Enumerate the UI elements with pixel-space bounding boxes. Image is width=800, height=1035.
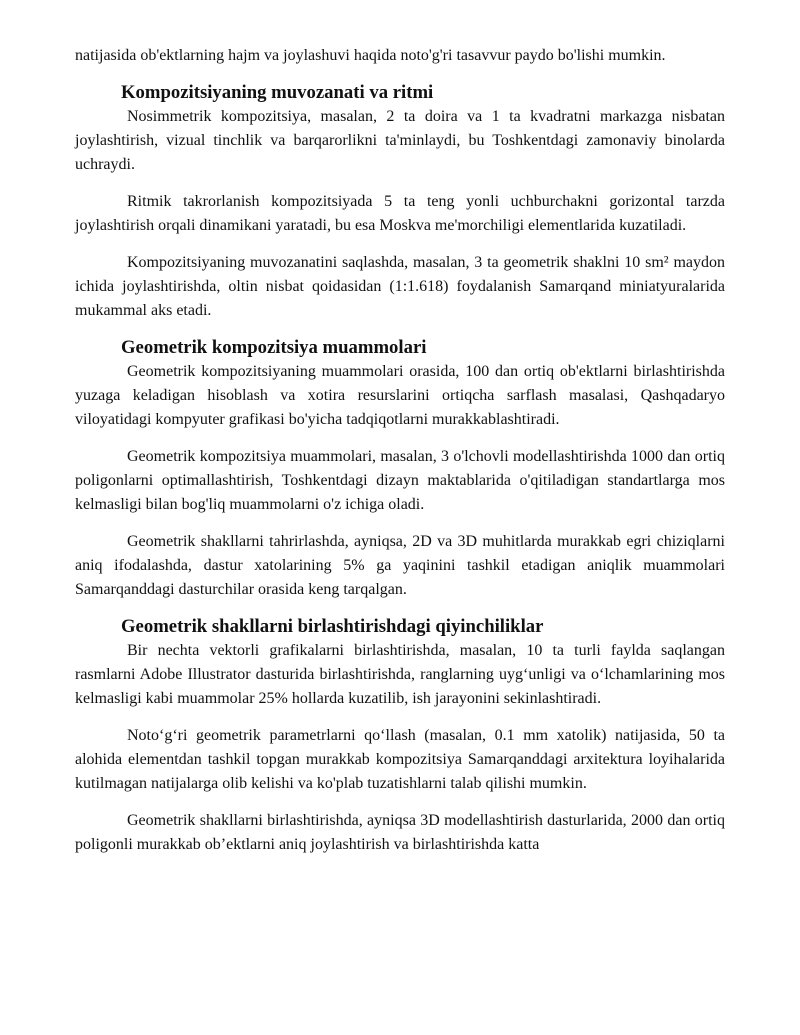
paragraph: Geometrik kompozitsiyaning muammolari orasida, 100 dan ortiq ob'ektlarni birlashtirishda yuzaga keladigan hisoblash va xotira resurslarini ortiqcha sarflash masalasi, Qashqadaryo viloyatidagi kompyuter grafikasi bo'yicha tadqiqotlarni murakkablashtiradi.: [75, 363, 725, 428]
paragraph: Nosimmetrik kompozitsiya, masalan, 2 ta doira va 1 ta kvadratni markazga nisbatan joylashtirish, vizual tinchlik va barqarorlikni ta'minlaydi, bu Toshkentdagi zamonaviy binolarda uchraydi.: [75, 108, 725, 173]
section-heading-merging-difficulties: Geometrik shakllarni birlashtirishdagi qiyinchiliklar: [121, 616, 544, 637]
spacer: [75, 323, 725, 336]
spacer: [75, 238, 725, 251]
spacer: [75, 432, 725, 445]
section-heading-composition-problems: Geometrik kompozitsiya muammolari: [121, 337, 427, 358]
paragraph-truncated: Geometrik shakllarni birlashtirishda, ayniqsa 3D modellashtirish dasturlarida, 2000 dan ortiq poligonli murakkab ob’ektlarni aniq joylashtirish va birlashtirishda katta: [75, 812, 725, 853]
spacer: [75, 517, 725, 530]
paragraph: Bir nechta vektorli grafikalarni birlashtirishda, masalan, 10 ta turli faylda saqlangan rasmlarni Adobe Illustrator dasturida birlashtirishda, ranglarning uyg‘unligi va o‘lchamlarining mos kelmasligi kabi muammolar 25% hollarda kuzatilib, ish jarayonini sekinlashtiradi.: [75, 642, 725, 707]
paragraph: Noto‘g‘ri geometrik parametrlarni qo‘llash (masalan, 0.1 mm xatolik) natijasida, 50 ta alohida elementdan tashkil topgan murakkab kompozitsiya Samarqanddagi arxitektura loyihalarida kutilmagan natijalarga olib kelishi va ko'plab tuzatishlarni talab qilishi mumkin.: [75, 727, 725, 792]
paragraph: Geometrik shakllarni tahrirlashda, ayniqsa, 2D va 3D muhitlarda murakkab egri chiziqlarni aniq ifodalashda, dastur xatolarining 5% ga yaqinini tashkil etadigan aniqlik muammolari Samarqanddagi dasturchilar orasida keng tarqalgan.: [75, 533, 725, 598]
paragraph: Geometrik kompozitsiya muammolari, masalan, 3 o'lchovli modellashtirishda 1000 dan ortiq poligonlarni optimallashtirish, Toshkentdagi dizayn maktablarida o'qitiladigan standartlarga mos kelmasligi bilan bog'liq muammolarni o'z ichiga oladi.: [75, 448, 725, 513]
paragraph-continuation: natijasida ob'ektlarning hajm va joylashuvi haqida noto'g'ri tasavvur paydo bo'lishi mumkin.: [75, 47, 666, 64]
spacer: [75, 711, 725, 724]
section-heading-balance-rhythm: Kompozitsiyaning muvozanati va ritmi: [121, 82, 434, 103]
paragraph: Ritmik takrorlanish kompozitsiyada 5 ta teng yonli uchburchakni gorizontal tarzda joylashtirish orqali dinamikani yaratadi, bu esa Moskva me'morchiligi elementlarida kuzatiladi.: [75, 193, 725, 234]
document-page: [75, 44, 725, 857]
spacer: [75, 796, 725, 809]
spacer: [75, 177, 725, 190]
paragraph: Kompozitsiyaning muvozanatini saqlashda, masalan, 3 ta geometrik shaklni 10 sm² maydon ichida joylashtirishda, oltin nisbat qoidasidan (1:1.618) foydalanish Samarqand miniatyuralarida mukammal aks etadi.: [75, 254, 725, 319]
spacer: [75, 602, 725, 615]
spacer: [75, 68, 725, 81]
